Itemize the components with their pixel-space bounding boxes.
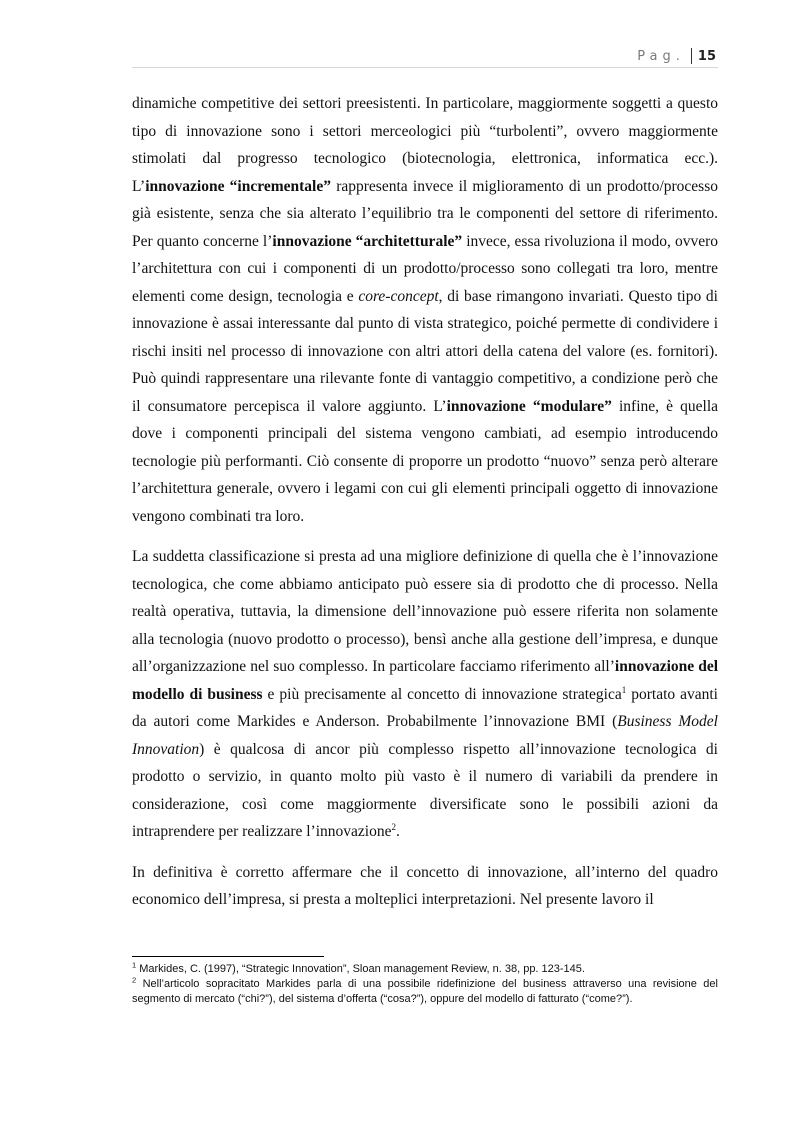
p2-text-3: portato avanti da autori come Markides e Anderson. Probabilmente l’innovazione BMI ( [132, 685, 718, 730]
footnote-1-number: 1 [132, 960, 137, 970]
footnote-2 [132, 977, 718, 1007]
term-core-concept: core-concept [358, 287, 439, 305]
paragraph-3 [132, 859, 718, 914]
p1-text-2: rappresenta invece il miglioramento di un prodotto/processo già esistente, senza che sia alterato l’equilibrio tra le componenti del settore di riferimento. Per quanto concerne l’ [132, 177, 718, 250]
header-separator [691, 48, 692, 64]
page-label: Pag. [637, 48, 685, 64]
term-architectural-innovation: innovazione “architetturale” [272, 232, 463, 250]
paragraph-1 [132, 90, 718, 530]
term-incremental-innovation: innovazione “incrementale” [145, 177, 331, 195]
term-bmi: Business Model Innovation [132, 713, 718, 758]
footnote-2-text: Nell’articolo sopracitato Markides parla di una possibile ridefinizione del business attraverso una revisione del segmento di mercato (“chi?”), del sistema d’offerta (“cosa?”), oppure del modello di fatturato (“come?”). [132, 978, 718, 1005]
footnote-ref-1[interactable]: 1 [621, 684, 627, 695]
footnote-1 [132, 962, 718, 977]
term-business-model-innovation: innovazione del modello di business [132, 658, 719, 703]
page-header [637, 48, 716, 64]
p2-text-2: e più precisamente al concetto di innovazione strategica [262, 685, 622, 703]
p2-text-1: La suddetta classificazione si presta ad una migliore definizione di quella che è l’innovazione tecnologica, che come abbiamo anticipato può essere sia di prodotto che di processo. Nella realtà operativa, tuttavia, la dimensione dell’innovazione può essere riferita non solamente alla tecnologia (nuovo prodotto o processo), bensì anche alla gestione dell’impresa, e dunque all’organizzazione nel suo complesso. In particolare facciamo riferimento all’ [132, 548, 718, 675]
p2-text-5: . [395, 823, 400, 840]
footnote-2-number: 2 [132, 975, 137, 985]
p1-text-5: infine, è quella dove i componenti principali del sistema vengono cambiati, ad esempio introducendo tecnologie più performanti. Ciò consente di proporre un prodotto “nuovo” senza però alterare l’architettura generale, ovvero i legami con cui gli elementi principali oggetto di innovazione vengono combinati tra loro. [132, 397, 719, 525]
body-text [132, 90, 718, 927]
p1-text-3: invece, essa rivoluziona il modo, ovvero l’architettura con cui i componenti di un prodotto/processo sono collegati tra loro, mentre elementi come design, tecnologia e [132, 232, 718, 305]
header-rule [132, 67, 718, 68]
p1-text-4: , di base rimangono invariati. Questo tipo di innovazione è assai interessante dal punto di vista strategico, poiché permette di condividere i rischi insiti nel processo di innovazione con altri attori della catena del valore (es. fornitori). Può quindi rappresentare una rilevante fonte di vantaggio competitivo, a condizione però che il consumatore percepisca il valore aggiunto. L’ [132, 287, 718, 415]
p1-text-1: dinamiche competitive dei settori preesistenti. In particolare, maggiormente soggetti a questo tipo di innovazione sono i settori merceologici più “turbolenti”, ovvero maggiormente stimolati dal progresso tecnologico (biotecnologia, elettronica, informatica ecc.). L’ [132, 95, 718, 195]
footnote-ref-2[interactable]: 2 [391, 821, 396, 832]
footnotes [132, 962, 718, 1007]
term-modular-innovation: innovazione “modulare” [446, 397, 612, 415]
footnote-1-text: Markides, C. (1997), “Strategic Innovation”, Sloan management Review, n. 38, pp. 123-145. [136, 963, 585, 975]
paragraph-2 [132, 543, 718, 846]
footnote-separator [132, 956, 324, 957]
p2-text-4: ) è qualcosa di ancor più complesso rispetto all’innovazione tecnologica di prodotto o servizio, in quanto molto più vasto è il numero di variabili da prendere in considerazione, così come maggiormente diversificate sono le possibili azioni da intraprendere per realizzare l’innovazione [132, 740, 718, 840]
p3-text-1: In definitiva è corretto affermare che il concetto di innovazione, all’interno del quadro economico dell’impresa, si presta a molteplici interpretazioni. Nel presente lavoro il [132, 863, 718, 908]
page-number: 15 [697, 48, 716, 64]
